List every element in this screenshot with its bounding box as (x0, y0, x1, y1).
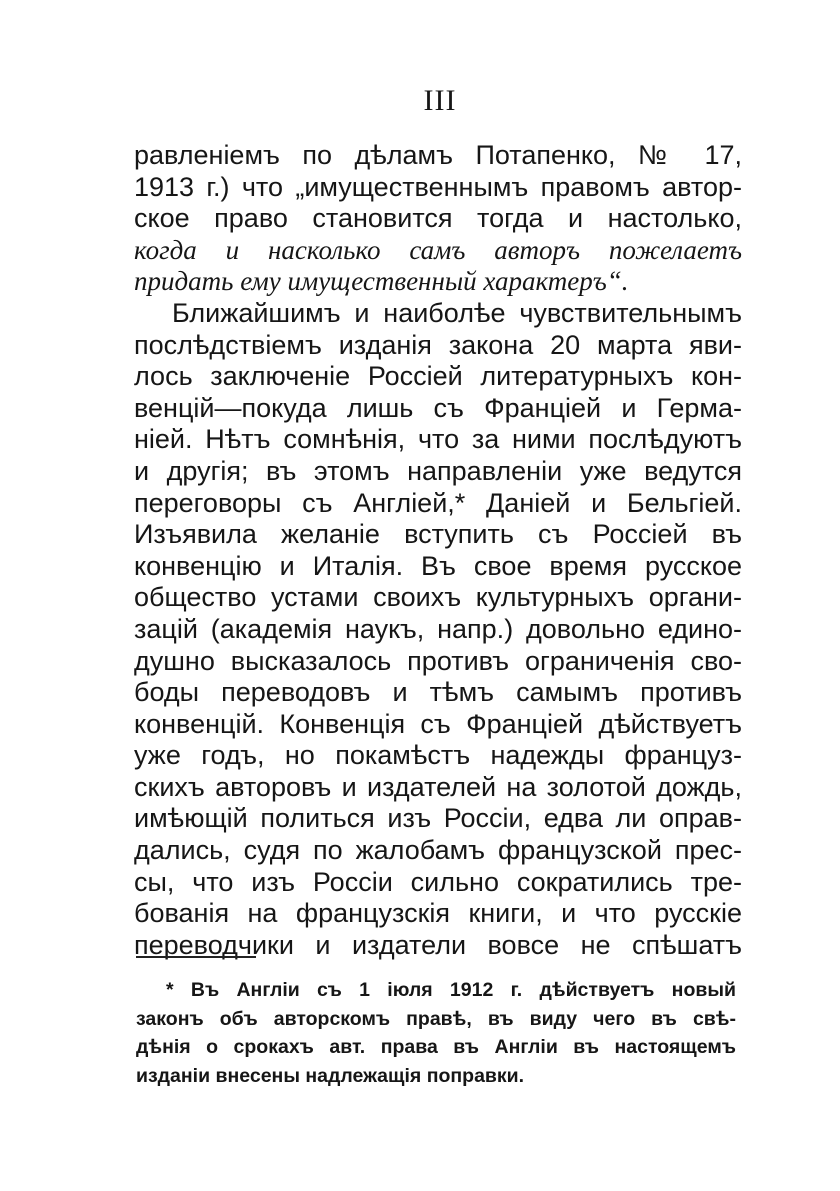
footnote-line: дѣнія о срокахъ авт. права въ Англіи въ настоящемъ (136, 1036, 736, 1058)
text-line: имѣющій политься изъ Россіи, едва ли оправ- (134, 803, 742, 834)
text-line: ніей. Нѣтъ сомнѣнія, что за ними послѣдуютъ (134, 424, 742, 455)
text-line: венцій—покуда лишь съ Франціей и Герма- (134, 392, 742, 423)
footnote-line: изданіи внесены надлежащія поправки. (136, 1064, 525, 1087)
text-line: сы, что изъ Россіи сильно сократились тре- (134, 866, 742, 897)
text-line: бованія на французскія книги, и что русскіе (134, 898, 742, 929)
text-line: уже годъ, но покамѣстъ надежды француз- (134, 740, 742, 771)
text-line: переводчики и издатели вовсе не спѣшатъ (134, 929, 742, 960)
page-number: III (423, 84, 457, 117)
text-line: скихъ авторовъ и издателей на золотой дождь, (134, 771, 742, 802)
text-line: зацій (академія наукъ, напр.) довольно едино- (134, 613, 742, 644)
text-line: переговоры съ Англіей,* Даніей и Бельгіей. (134, 487, 742, 518)
footnote-divider (136, 956, 256, 958)
paragraph-start-line: Ближайшимъ и наиболѣе чувствительнымъ (172, 297, 742, 328)
text-line: общество устами своихъ культурныхъ органи- (134, 582, 742, 613)
text-line: 1913 г.) что „имущественнымъ правомъ автор- (134, 171, 742, 202)
main-text (134, 140, 742, 961)
footnote (136, 976, 736, 1090)
text-line: дались, судя по жалобамъ французской прес- (134, 835, 742, 866)
text-line: и другія; въ этомъ направленіи уже ведутся (134, 455, 742, 486)
text-line: равленіемъ по дѣламъ Потапенко, № 17, (134, 140, 742, 170)
text-line: конвенцій. Конвенція съ Франціей дѣйствуетъ (134, 708, 742, 739)
text-line: боды переводовъ и тѣмъ самымъ противъ (134, 677, 742, 708)
text-line-italic: придать ему имущественный характеръ“. (134, 266, 629, 297)
footnote-line: * Въ Англіи съ 1 іюля 1912 г. дѣйствуетъ новый (166, 979, 736, 1001)
text-line: лось заключеніе Россіей литературныхъ кон- (134, 361, 742, 392)
text-line: послѣдствіемъ изданія закона 20 марта яви- (134, 329, 742, 360)
text-line-italic: когда и насколько самъ авторъ пожелаетъ (134, 234, 742, 265)
footnote-line: законъ объ авторскомъ правѣ, въ виду чего въ свѣ- (136, 1007, 736, 1030)
text-line: душно высказалось противъ ограниченія сво- (134, 645, 742, 676)
text-line: ское право становится тогда и настолько, (134, 203, 742, 234)
text-line: конвенцію и Италія. Въ свое время русское (134, 550, 742, 581)
text-line: Изъявила желаніе вступить съ Россіей въ (134, 519, 742, 550)
